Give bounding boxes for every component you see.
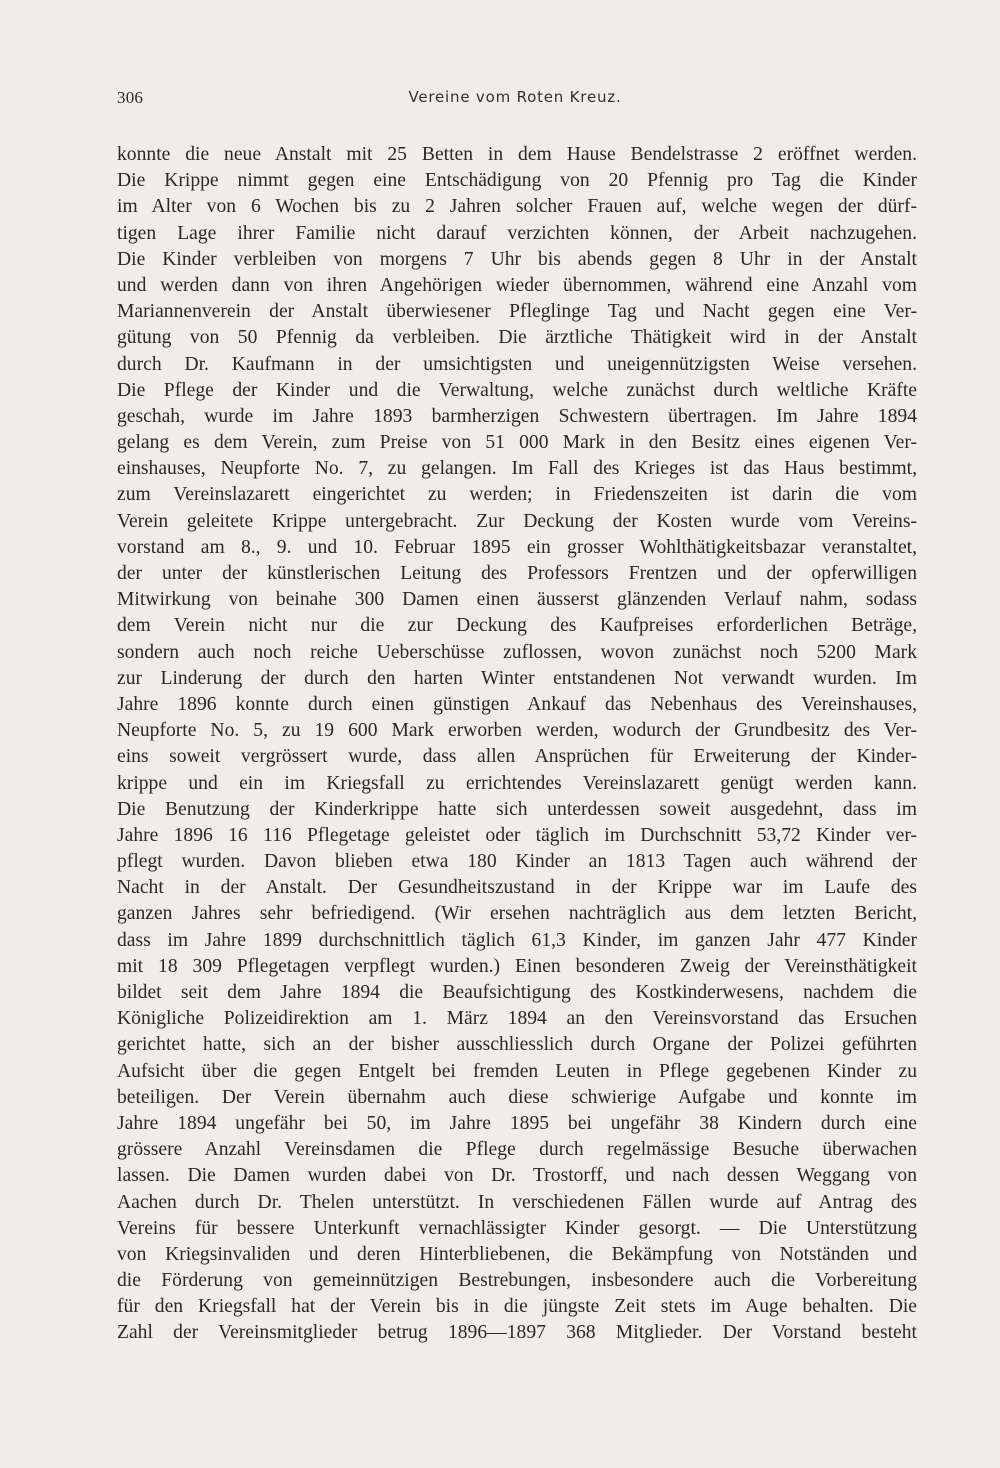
page-header (117, 88, 913, 118)
text-line: Vereins für bessere Unterkunft vernachlässigter Kinder gesorgt. — Die Unterstützung (117, 1217, 917, 1239)
text-line: tigen Lage ihrer Familie nicht darauf verzichten können, der Arbeit nachzugehen. (117, 222, 917, 244)
text-line: gerichtet hatte, sich an der bisher ausschliesslich durch Organe der Polizei geführten (117, 1034, 917, 1056)
text-line: Die Krippe nimmt gegen eine Entschädigung von 20 Pfennig pro Tag die Kinder (117, 170, 917, 192)
text-line: Jahre 1896 16 116 Pflegetage geleistet oder täglich im Durchschnitt 53,72 Kinder ver- (117, 824, 917, 846)
text-line: konnte die neue Anstalt mit 25 Betten in dem Hause Bendelstrasse 2 eröffnet werden. (117, 144, 917, 165)
text-line: Jahre 1894 ungefähr bei 50, im Jahre 1895 bei ungefähr 38 Kindern durch eine (117, 1112, 917, 1134)
page-number: 306 (117, 88, 144, 107)
text-line: und werden dann von ihren Angehörigen wieder übernommen, während eine Anzahl vom (117, 274, 917, 296)
text-line: krippe und ein im Kriegsfall zu errichtendes Vereinslazarett genügt werden kann. (117, 772, 917, 794)
text-line: gütung von 50 Pfennig da verbleiben. Die ärztliche Thätigkeit wird in der Anstalt (117, 327, 917, 349)
text-line: Aufsicht über die gegen Entgelt bei fremden Leuten in Pflege gegebenen Kinder zu (117, 1060, 917, 1082)
text-line: Mariannenverein der Anstalt überwiesener Pfleglinge Tag und Nacht gegen eine Ver- (117, 301, 917, 323)
text-line: zum Vereinslazarett eingerichtet zu werden; in Friedenszeiten ist darin die vom (117, 484, 917, 506)
text-line: zur Linderung der durch den harten Winter entstandenen Not verwandt wurden. Im (117, 667, 917, 689)
running-title: Vereine vom Roten Kreuz. (408, 88, 622, 106)
body-text (117, 142, 917, 1347)
text-line: pflegt wurden. Davon blieben etwa 180 Kinder an 1813 Tagen auch während der (117, 851, 917, 873)
text-line: die Förderung von gemeinnützigen Bestrebungen, insbesondere auch die Vorbereitung (117, 1270, 917, 1292)
text-line: dass im Jahre 1899 durchschnittlich täglich 61,3 Kinder, im ganzen Jahr 477 Kinder (117, 929, 917, 951)
text-line: Die Benutzung der Kinderkrippe hatte sich unterdessen soweit ausgedehnt, dass im (117, 798, 917, 820)
text-line: grössere Anzahl Vereinsdamen die Pflege durch regelmässige Besuche überwachen (117, 1139, 917, 1161)
text-line: Verein geleitete Krippe untergebracht. Zur Deckung der Kosten wurde vom Vereins- (117, 510, 917, 532)
text-line: Aachen durch Dr. Thelen unterstützt. In verschiedenen Fällen wurde auf Antrag des (117, 1191, 917, 1213)
text-line: Zahl der Vereinsmitglieder betrug 1896—1897 368 Mitglieder. Der Vorstand besteht (117, 1322, 917, 1344)
text-line: ganzen Jahres sehr befriedigend. (Wir ersehen nachträglich aus dem letzten Bericht, (117, 903, 917, 925)
text-line: Königliche Polizeidirektion am 1. März 1894 an den Vereinsvorstand das Ersuchen (117, 1008, 917, 1030)
text-line: gelang es dem Verein, zum Preise von 51 000 Mark in den Besitz eines eigenen Ver- (117, 432, 917, 454)
text-line: mit 18 309 Pflegetagen verpflegt wurden.) Einen besonderen Zweig der Vereinsthätigkeit (117, 955, 917, 977)
text-line: durch Dr. Kaufmann in der umsichtigsten und uneigennützigsten Weise versehen. (117, 353, 917, 375)
text-line: eins soweit vergrössert wurde, dass allen Ansprüchen für Erweiterung der Kinder- (117, 746, 917, 768)
text-line: beteiligen. Der Verein übernahm auch diese schwierige Aufgabe und konnte im (117, 1086, 917, 1108)
text-line: sondern auch noch reiche Ueberschüsse zuflossen, wovon zunächst noch 5200 Mark (117, 641, 917, 663)
text-line: Mitwirkung von beinahe 300 Damen einen äusserst glänzenden Verlauf nahm, sodass (117, 589, 917, 611)
text-line: Nacht in der Anstalt. Der Gesundheitszustand in der Krippe war im Laufe des (117, 877, 917, 899)
text-line: Die Pflege der Kinder und die Verwaltung, welche zunächst durch weltliche Kräfte (117, 379, 917, 401)
text-line: bildet seit dem Jahre 1894 die Beaufsichtigung des Kostkinderwesens, nachdem die (117, 982, 917, 1003)
text-line: Jahre 1896 konnte durch einen günstigen Ankauf das Nebenhaus des Vereinshauses, (117, 693, 917, 715)
text-line: vorstand am 8., 9. und 10. Februar 1895 ein grosser Wohlthätigkeitsbazar veranstaltet, (117, 536, 917, 558)
text-line: für den Kriegsfall hat der Verein bis in die jüngste Zeit stets im Auge behalten. Die (117, 1296, 917, 1318)
text-line: Neupforte No. 5, zu 19 600 Mark erworben werden, wodurch der Grundbesitz des Ver- (117, 720, 917, 742)
text-line: dem Verein nicht nur die zur Deckung des Kaufpreises erforderlichen Beträge, (117, 615, 917, 637)
text-line: von Kriegsinvaliden und deren Hinterbliebenen, die Bekämpfung von Notständen und (117, 1243, 917, 1265)
text-line: Die Kinder verbleiben von morgens 7 Uhr bis abends gegen 8 Uhr in der Anstalt (117, 248, 917, 270)
text-line: im Alter von 6 Wochen bis zu 2 Jahren solcher Frauen auf, welche wegen der dürf- (117, 196, 917, 218)
text-line: einshauses, Neupforte No. 7, zu gelangen. Im Fall des Krieges ist das Haus bestimmt, (117, 458, 917, 480)
text-line: geschah, wurde im Jahre 1893 barmherzigen Schwestern übertragen. Im Jahre 1894 (117, 405, 917, 427)
text-line: der unter der künstlerischen Leitung des Professors Frentzen und der opferwilligen (117, 563, 917, 584)
text-line: lassen. Die Damen wurden dabei von Dr. Trostorff, und nach dessen Weggang von (117, 1165, 917, 1187)
